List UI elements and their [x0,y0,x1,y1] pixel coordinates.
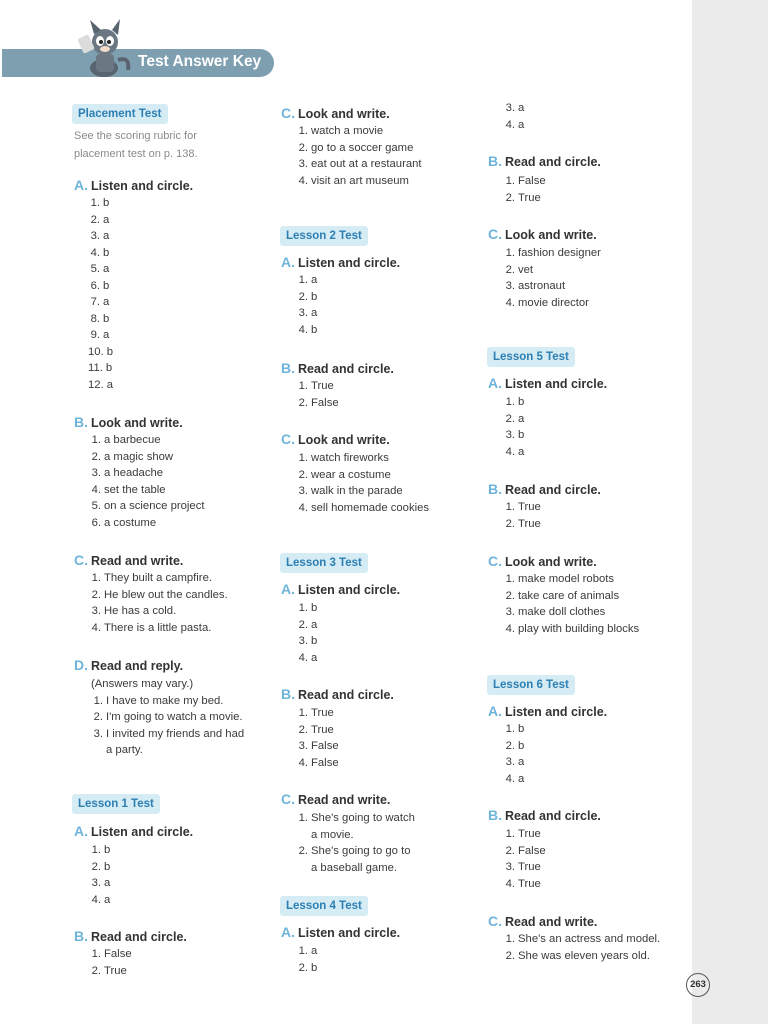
list-item: 9. a [90,329,110,341]
lesson5-test-label: Lesson 5 Test [487,347,575,367]
list-item: 2. a [90,213,110,226]
lesson3-b-list [296,705,339,771]
cat-mascot-icon [74,16,138,80]
lesson4-b-heading: B. Read and circle. [488,153,601,169]
lesson3-b-heading: B. Read and circle. [281,686,394,702]
lesson2-c-list [296,450,429,516]
placement-note-line1: See the scoring rubric for [74,130,197,142]
list-item: 4. sell homemade cookies [298,501,430,514]
list-item: 3. make doll clothes [505,606,606,618]
list-item: 3. astronaut [505,280,566,292]
page-number: 263 [686,973,710,997]
list-item-continuation: a movie. [311,828,354,841]
list-item: 4. set the table [91,483,166,496]
lesson2-c-heading: C. Look and write. [281,431,390,447]
list-item: 3. eat out at a restaurant [298,158,422,170]
placement-a-list [88,195,113,393]
list-item: 2. True [505,191,541,204]
list-item: 6. b [90,279,110,292]
list-item: 3. a headache [91,467,164,479]
list-item: 1. b [505,396,525,408]
lesson6-test-label: Lesson 6 Test [487,675,575,695]
placement-a-heading: A. Listen and circle. [74,177,194,193]
lesson6-a-list [503,721,524,787]
placement-test-label: Placement Test [72,104,168,124]
list-item: 1. b [90,197,110,209]
list-item: 3. True [505,861,541,873]
list-item: 5. a [90,263,110,275]
list-item: 10. b [88,345,114,358]
list-item: 1. b [91,844,111,856]
list-item: 2. vet [505,263,534,276]
list-item: 2. True [505,517,541,530]
list-item: 2. He blew out the candles. [91,588,228,601]
list-item: 3. a [505,102,525,114]
lesson5-c-heading: C. Look and write. [488,553,597,569]
list-item: 4. a [298,651,318,664]
list-item: 1. False [91,948,132,960]
lesson1-test-label: Lesson 1 Test [72,794,160,814]
lesson1-a-list [89,842,110,908]
placement-c-heading: C. Read and write. [74,552,184,568]
list-item: 3. b [505,429,525,441]
lesson4-a-heading: A. Listen and circle. [281,924,401,940]
placement-c-list [89,570,228,636]
lesson5-a-heading: A. Listen and circle. [488,375,608,391]
list-item: 2. I'm going to watch a movie. [93,711,243,723]
list-item: 3. He has a cold. [91,605,177,617]
list-item: 3. a [505,756,525,768]
list-item: 2. b [91,860,111,873]
list-item: 1. True [298,707,334,719]
list-item: 1. She's an actress and model. [505,933,661,945]
list-item-continuation: a baseball game. [311,861,398,874]
list-item: 4. b [90,246,110,259]
list-item: 4. play with building blocks [505,622,640,635]
list-item: 5. on a science project [91,500,205,512]
list-item: 3. walk in the parade [298,485,403,497]
list-item: 2. go to a soccer game [298,141,414,154]
lesson4-a-list-part2 [503,100,524,133]
list-item: 1. I have to make my bed. [93,694,224,707]
list-item: 1. a [298,945,318,957]
list-item: 1. fashion designer [505,247,601,259]
list-item: 1. a barbecue [91,434,161,446]
lesson3-a-heading: A. Listen and circle. [281,581,401,597]
lesson4-c-heading: C. Look and write. [488,226,597,242]
list-item: 1. b [298,602,318,614]
lesson6-a-heading: A. Listen and circle. [488,703,608,719]
list-item: 2. a magic show [91,450,174,463]
list-item: 4. a [505,445,525,458]
list-item-continuation: a party. [106,744,143,756]
list-item: 4. There is a little pasta. [91,621,212,634]
list-item: 4. a [505,772,525,785]
list-item: 3. a [90,230,110,242]
lesson2-test-label: Lesson 2 Test [280,226,368,246]
placement-b-heading: B. Look and write. [74,414,183,430]
lesson5-b-list [503,499,541,532]
list-item: 2. b [505,739,525,752]
list-item: 1. True [505,501,541,513]
lesson6-b-heading: B. Read and circle. [488,807,601,823]
lesson6-c-list [503,931,660,964]
lesson2-b-list [296,378,339,411]
list-item: 1. a [298,274,318,286]
list-item: 1. make model robots [505,573,615,585]
list-item: 1. watch a movie [298,125,384,137]
list-item: 11. b [88,362,113,374]
list-item: 3. False [298,740,339,752]
list-item: 2. She's going to go to [298,845,411,857]
lesson1-a-heading: A. Listen and circle. [74,823,194,839]
list-item: 3. a [91,877,111,889]
list-item: 2. False [505,844,546,857]
lesson2-b-heading: B. Read and circle. [281,360,394,376]
lesson5-b-heading: B. Read and circle. [488,481,601,497]
lesson3-test-label: Lesson 3 Test [280,553,368,573]
list-item: 2. b [298,961,318,974]
list-item: 8. b [90,312,110,325]
lesson6-c-heading: C. Read and write. [488,913,598,929]
placement-b-list [89,432,204,531]
list-item: 1. True [298,380,334,392]
lesson5-a-list [503,394,524,460]
lesson3-a-list [296,600,317,666]
list-item: 12. a [88,378,114,391]
placement-d-list [91,676,244,759]
list-item: 2. a [298,618,318,631]
list-item: 4. a [91,893,111,906]
list-item: 2. a [505,412,525,425]
lesson6-b-list [503,826,546,892]
list-item: 4. movie director [505,296,589,309]
list-item: 2. True [91,964,127,977]
lesson4-c-list [503,245,601,311]
list-item: 6. a costume [91,516,157,529]
list-item: 4. a [505,118,525,131]
list-item: 3. I invited my friends and had [93,727,245,740]
list-item: 7. a [90,296,110,308]
list-item: 1. They built a campfire. [91,572,212,584]
list-item: 3. a [298,307,318,319]
list-item: 4. True [505,877,541,890]
list-item: 4. visit an art museum [298,174,409,187]
lesson1-b-list [89,946,132,979]
list-item: 3. b [298,635,318,647]
list-item: 1. b [505,723,525,735]
lesson1-b-heading: B. Read and circle. [74,928,187,944]
banner-title: Test Answer Key [138,53,262,70]
list-item: 2. She was eleven years old. [505,949,650,962]
list-item: 4. False [298,756,339,769]
placement-d-heading: D. Read and reply. [74,657,184,673]
lesson3-c-list [296,810,415,876]
lesson4-a-list-part1 [296,943,317,976]
list-item: 1. She's going to watch [298,812,415,824]
lesson3-c-heading: C. Read and write. [281,791,391,807]
lesson1-c-heading: C. Look and write. [281,105,390,121]
list-item: 2. b [298,290,318,303]
list-item: 1. False [505,175,546,187]
lesson1-c-list [296,123,422,189]
placement-d-note: (Answers may vary.) [91,678,194,690]
list-item: 4. b [298,323,318,336]
lesson2-a-list [296,272,317,338]
list-item: 2. False [298,396,339,409]
list-item: 1. True [505,828,541,840]
page-margin-strip [692,0,768,1024]
placement-note-line2: placement test on p. 138. [74,148,198,160]
lesson5-c-list [503,571,639,637]
list-item: 1. watch fireworks [298,452,389,464]
list-item: 2. take care of animals [505,589,620,602]
lesson2-a-heading: A. Listen and circle. [281,254,401,270]
lesson4-b-list [503,173,546,206]
list-item: 2. True [298,723,334,736]
list-item: 2. wear a costume [298,468,391,481]
lesson4-test-label: Lesson 4 Test [280,896,368,916]
